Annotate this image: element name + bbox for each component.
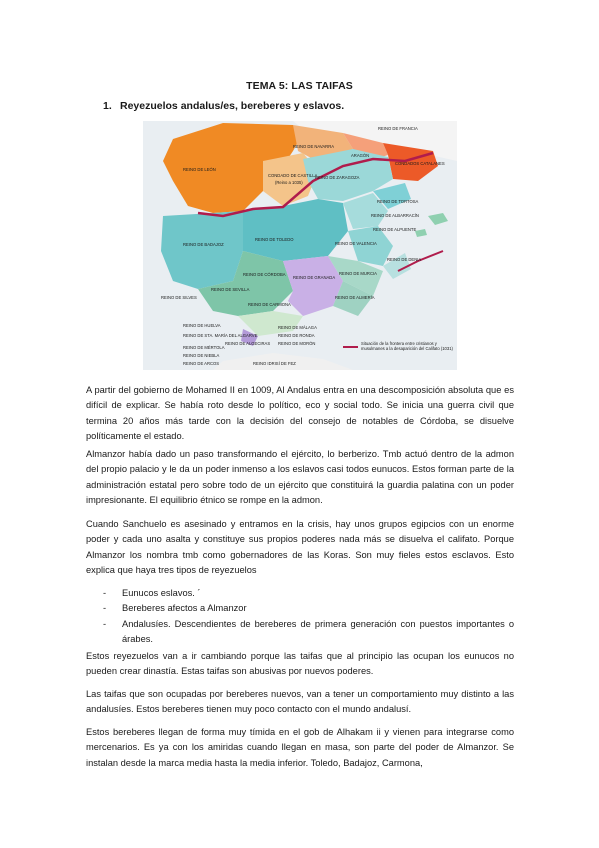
section-number: 1. <box>103 100 112 112</box>
label-francia: REINO DE FRANCIA <box>378 126 418 131</box>
label-leon: REINO DE LEÓN <box>183 167 216 172</box>
label-granada: REINO DE GRANADA <box>293 275 336 280</box>
section-heading-text: Reyezuelos andalus/es, bereberes y eslavos. <box>120 100 345 112</box>
legend-text: Situación de la frontera entre cristianos y musulmanes a la desaparición del Califato (1031) <box>361 341 453 351</box>
label-tortosa: REINO DE TORTOSA <box>377 199 419 204</box>
label-algeciras: REINO DE ALGECIRAS <box>225 341 271 346</box>
label-badajoz: REINO DE BADAJOZ <box>183 242 224 247</box>
list-item-text: Andalusíes. Descendientes de bereberes de primera generación con puestos importantes o árabes. <box>122 618 514 644</box>
label-ronda: REINO DE RONDA <box>278 333 315 338</box>
label-condados: CONDADOS CATALANES <box>395 161 445 166</box>
label-castilla-note: (Reino a 1035) <box>275 180 303 185</box>
label-almeria: REINO DE ALMERÍA <box>335 295 375 300</box>
list-item <box>103 586 514 601</box>
label-niebla: REINO DE NIEBLA <box>183 353 220 358</box>
region-badajoz <box>161 211 243 289</box>
section-heading <box>103 100 344 112</box>
paragraph-3: Cuando Sanchuelo es asesinado y entramos en la crisis, hay unos grupos egipcios con un enorme poder y cada uno asalta y constituye sus propios poderes nada más se disuelva el califato. Porque Almanzor los nombra tmb como gobernadores de las Koras. Son muy fieles estos esclavos. Esto explica que haya tres tipos de reyezuelos <box>86 519 514 575</box>
label-arcos: REINO DE ARCOS <box>183 361 220 366</box>
paragraph-2: Almanzor había dado un paso transformando el ejército, lo berberizo. Tmb actuó dentro de la admon del propio palacio y le da un poder inmenso a los eslavos casi todos eunucos. Estos forman parte de la administración estatal pero sobre todo de un ejército que constituirá la guardia palatina con un poder impresionante. El equilibrio étnico se rompe en la admon. <box>86 449 514 505</box>
label-castilla: CONDADO DE CASTILLA <box>268 173 318 178</box>
document-title: TEMA 5: LAS TAIFAS <box>246 80 353 92</box>
label-aragon: ARAGÓN <box>351 153 370 158</box>
label-sevilla: REINO DE SEVILLA <box>211 287 250 292</box>
list-item-text: Bereberes afectos a Almanzor <box>122 603 247 614</box>
list-dash: - <box>103 603 107 614</box>
label-huelva: REINO DE HUELVA <box>183 323 221 328</box>
label-mertola: REINO DE MÉRTOLA <box>183 345 225 350</box>
list-item-text: Eunucos eslavos. ´ <box>122 588 201 598</box>
paragraph-5: Las taifas que son ocupadas por bereberes nuevos, van a tener un comportamiento muy distinto a las andalusíes. Estos bereberes tienen muy poco contacto con el mundo andalusí. <box>86 689 514 715</box>
label-murcia: REINO DE MURCIA <box>339 271 377 276</box>
list-item <box>103 601 514 616</box>
label-alpuente: REINO DE ALPUENTE <box>373 227 417 232</box>
list-dash: - <box>103 588 107 598</box>
label-carmona: REINO DE CARMONA <box>248 302 291 307</box>
label-silves: REINO DE SILVES <box>161 295 197 300</box>
list-item <box>103 617 514 648</box>
list-dash: - <box>103 618 107 629</box>
label-albarracin: REINO DE ALBARRACÍN <box>371 213 419 218</box>
label-moron: REINO DE MORÓN <box>278 341 316 346</box>
label-valencia: REINO DE VALENCIA <box>335 241 377 246</box>
paragraph-6: Estos bereberes llegan de forma muy tímida en el gob de Alhakam ii y vienen para integrarse como mercenarios. Es ya con los amiridas cuando llegan en masa, son parte del poder de Almanzor. Se instalan desde la marca media hasta la media inferior. Toledo, Badajoz, Carmona, <box>86 727 514 768</box>
paragraph-4: Estos reyezuelos van a ir cambiando porque las taifas que al principio las ocupan los eunucos no pueden crear dinastía. Estas taifas son abusivas por nuevos poderes. <box>86 651 514 677</box>
label-zaragoza: REINO DE ZARAGOZA <box>315 175 360 180</box>
label-cordoba: REINO DE CÓRDOBA <box>243 272 286 277</box>
label-denia: REINO DE DENIA <box>387 257 422 262</box>
label-navarra: REINO DE NAVARRA <box>293 144 335 149</box>
label-malaga: REINO DE MÁLAGA <box>278 325 317 330</box>
reyezuelos-list <box>103 586 514 647</box>
taifas-map <box>143 121 457 370</box>
label-algarve: REINO DE STA. MARÍA DEL ALGARVE <box>183 333 258 338</box>
paragraph-1: A partir del gobierno de Mohamed II en 1009, Al Andalus entra en una descomposición absoluta que es difícil de explicar. Se había roto desde lo político, eco y social todo. Se inicia una guerra civil que termina 20 años más tarde con la decisión del consejo de notables de Córdoba, se disuelve políticamente el estado. <box>86 385 514 441</box>
label-fez: REINO IDRISÍ DE FEZ <box>253 361 296 366</box>
label-toledo: REINO DE TOLEDO <box>255 237 294 242</box>
